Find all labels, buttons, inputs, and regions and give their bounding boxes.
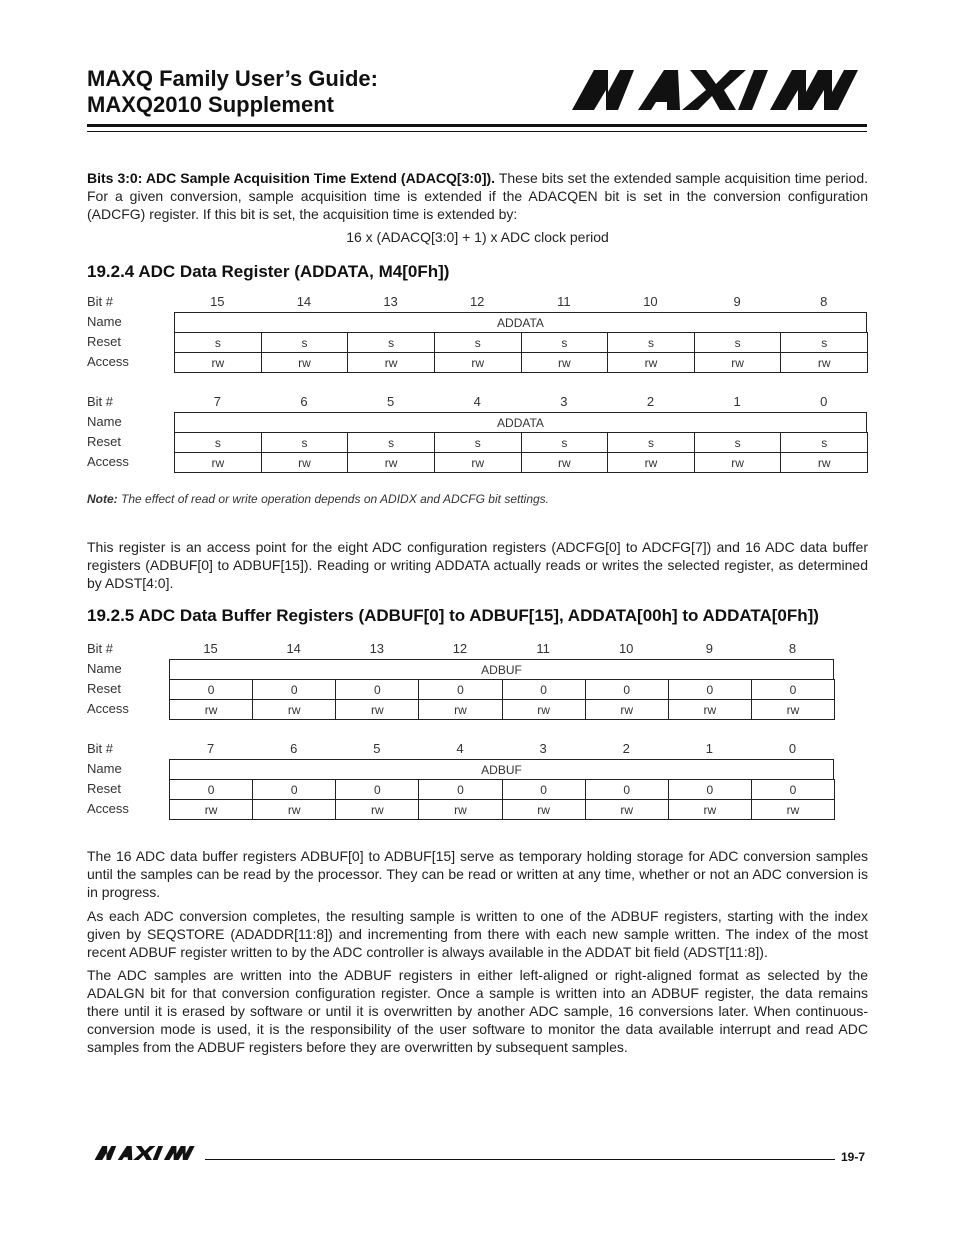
reset-value-cell: s xyxy=(174,332,262,353)
reset-value-cell: 0 xyxy=(502,779,586,800)
bit-number: 12 xyxy=(452,641,468,656)
access-cell: rw xyxy=(434,352,522,373)
bit-number: 13 xyxy=(369,641,385,656)
reset-value-cell: 0 xyxy=(252,679,336,700)
bit-number: 3 xyxy=(539,741,547,756)
register-row-label: Access xyxy=(87,454,129,469)
access-cell: rw xyxy=(502,699,586,720)
reset-value-cell: 0 xyxy=(335,679,419,700)
register-row-label: Bit # xyxy=(87,741,114,756)
register-row-label: Bit # xyxy=(87,641,114,656)
note-text: The effect of read or write operation depends on ADIDX and ADCFG bit settings. xyxy=(117,492,550,506)
bit-number: 0 xyxy=(788,741,797,756)
reset-value-cell: 0 xyxy=(751,679,835,700)
access-cell: rw xyxy=(434,452,522,473)
reset-value-cell: 0 xyxy=(502,679,586,700)
bit-number: 5 xyxy=(373,741,381,756)
reset-value-cell: s xyxy=(607,332,695,353)
access-cell: rw xyxy=(607,452,695,473)
bit-number: 7 xyxy=(213,394,221,409)
bit-number: 12 xyxy=(469,294,485,309)
adbuf-paragraph-3: The ADC samples are written into the ADBUF registers in either left-aligned or right-aligned format as selected by the ADALGN bit for that conversion configuration register. Once a sample is written into an ADBUF register, the data remains there until it is erased by software or until it is overwritten by another ADC sample, 16 conversions later. When continuous-conversion mode is used, it is the responsibility of the user software to monitor the data available interrupt and read ADC samples from the ADBUF registers before they are overwritten by subsequent samples. xyxy=(87,967,868,1055)
access-cell: rw xyxy=(335,799,419,820)
access-cell: rw xyxy=(751,699,835,720)
footer-rule xyxy=(205,1159,835,1160)
access-cell: rw xyxy=(418,699,502,720)
access-cell: rw xyxy=(694,452,782,473)
register-row-label: Name xyxy=(87,661,122,676)
reset-value-cell: 0 xyxy=(585,779,669,800)
reset-value-cell: 0 xyxy=(252,779,336,800)
bit-number: 2 xyxy=(646,394,655,409)
reset-value-cell: s xyxy=(174,432,262,453)
reset-value-cell: s xyxy=(434,432,522,453)
bit-number: 9 xyxy=(705,641,713,656)
bit-number: 14 xyxy=(296,294,312,309)
register-row-label: Access xyxy=(87,801,129,816)
reset-value-cell: 0 xyxy=(585,679,669,700)
bit-number: 3 xyxy=(560,394,568,409)
reset-value-cell: s xyxy=(694,332,782,353)
bit-number: 15 xyxy=(203,641,218,656)
bit-number: 14 xyxy=(286,641,301,656)
adbuf-paragraph-2: As each ADC conversion completes, the resulting sample is written to one of the ADBUF registers, starting with the index given by SEQSTORE (ADADDR[11:8]) and incrementing from there with each new sample written. The index of the most recent ADBUF register written to by the ADC controller is always available in the ADDAT bit field (ADST[11:8]). xyxy=(87,908,868,960)
bit-number: 8 xyxy=(820,294,828,309)
access-cell: rw xyxy=(502,799,586,820)
intro-text: These bits set the extended sample acquisition time period. For a given conversion, sample acquisition time is extended if the ADACQEN bit is set in the conversion configuration (ADCFG) register. If this bit is set, the acquisition time is extended by: xyxy=(87,170,868,222)
intro-paragraph xyxy=(87,169,868,223)
access-cell: rw xyxy=(252,699,336,720)
bit-number: 2 xyxy=(622,741,630,756)
reset-value-cell: 0 xyxy=(668,779,752,800)
access-cell: rw xyxy=(585,799,669,820)
reset-value-cell: s xyxy=(521,432,609,453)
maxim-logo-icon xyxy=(92,1146,200,1160)
access-cell: rw xyxy=(751,799,835,820)
reset-value-cell: s xyxy=(261,332,349,353)
bit-number: 5 xyxy=(386,394,395,409)
bit-number: 6 xyxy=(300,394,308,409)
reset-value-cell: s xyxy=(780,432,868,453)
register-row-label: Access xyxy=(87,701,129,716)
addata-description: This register is an access point for the eight ADC configuration registers (ADCFG[0] to ADCFG[7]) and 16 ADC data buffer registers (ADBUF[0] to ADBUF[15]). Reading or writing ADDATA actually reads or writes the selected register, as determined by ADST[4:0]. xyxy=(87,539,868,591)
access-cell: rw xyxy=(418,799,502,820)
bit-number: 13 xyxy=(383,294,398,309)
access-cell: rw xyxy=(585,699,669,720)
access-cell: rw xyxy=(780,352,868,373)
reset-value-cell: 0 xyxy=(169,679,253,700)
access-cell: rw xyxy=(335,699,419,720)
bit-number: 4 xyxy=(473,394,481,409)
title-line-1: MAXQ Family User’s Guide: xyxy=(87,66,378,91)
reset-value-cell: 0 xyxy=(169,779,253,800)
bit-number: 11 xyxy=(557,294,571,309)
register-name-cell: ADBUF xyxy=(169,759,834,780)
bit-number: 10 xyxy=(643,294,658,309)
register-row-label: Bit # xyxy=(87,394,114,409)
access-cell: rw xyxy=(261,352,349,373)
reset-value-cell: s xyxy=(347,432,435,453)
section-heading-adbuf: 19.2.5 ADC Data Buffer Registers (ADBUF[0] to ADBUF[15], ADDATA[00h] to ADDATA[0Fh]) xyxy=(87,606,819,625)
register-row-label: Reset xyxy=(87,781,121,796)
register-row-label: Reset xyxy=(87,334,121,349)
reset-value-cell: s xyxy=(434,332,522,353)
reset-value-cell: 0 xyxy=(418,779,502,800)
bit-number: 7 xyxy=(206,741,215,756)
adbuf-paragraph-1: The 16 ADC data buffer registers ADBUF[0] to ADBUF[15] serve as temporary holding storage for ADC conversion samples until the samples can be read by the processor. They can be read or written at any time, whether or not an ADC conversion is in progress. xyxy=(87,848,868,900)
access-cell: rw xyxy=(694,352,782,373)
register-row-label: Reset xyxy=(87,434,121,449)
bit-number: 6 xyxy=(290,741,298,756)
access-cell: rw xyxy=(169,699,253,720)
register-row-label: Reset xyxy=(87,681,121,696)
reset-value-cell: s xyxy=(694,432,782,453)
access-cell: rw xyxy=(668,799,752,820)
register-row-label: Access xyxy=(87,354,129,369)
page-number: 19-7 xyxy=(841,1150,866,1164)
bit-number: 8 xyxy=(788,641,797,656)
bit-number: 4 xyxy=(456,741,464,756)
formula: 16 x (ADACQ[3:0] + 1) x ADC clock period xyxy=(346,229,609,245)
reset-value-cell: s xyxy=(521,332,609,353)
register-name-cell: ADBUF xyxy=(169,659,834,680)
register-row-label: Name xyxy=(87,761,122,776)
page-title xyxy=(87,66,378,118)
reset-value-cell: 0 xyxy=(418,679,502,700)
access-cell: rw xyxy=(174,452,262,473)
access-cell: rw xyxy=(607,352,695,373)
maxim-logo-icon xyxy=(572,70,866,110)
header-rule-thin xyxy=(87,131,867,132)
access-cell: rw xyxy=(780,452,868,473)
title-line-2: MAXQ2010 Supplement xyxy=(87,92,334,117)
reset-value-cell: s xyxy=(780,332,868,353)
bit-number: 0 xyxy=(820,394,828,409)
access-cell: rw xyxy=(252,799,336,820)
register-name-cell: ADDATA xyxy=(174,312,867,333)
section-heading-addata: 19.2.4 ADC Data Register (ADDATA, M4[0Fh]) xyxy=(87,262,450,281)
reset-value-cell: s xyxy=(607,432,695,453)
header-rule xyxy=(87,124,867,127)
reset-value-cell: s xyxy=(347,332,435,353)
bit-number: 15 xyxy=(210,294,225,309)
reset-value-cell: 0 xyxy=(668,679,752,700)
note xyxy=(87,492,549,506)
access-cell: rw xyxy=(347,452,435,473)
register-row-label: Name xyxy=(87,414,122,429)
access-cell: rw xyxy=(521,352,609,373)
access-cell: rw xyxy=(521,452,609,473)
reset-value-cell: 0 xyxy=(335,779,419,800)
note-label: Note: xyxy=(87,492,118,506)
access-cell: rw xyxy=(347,352,435,373)
access-cell: rw xyxy=(668,699,752,720)
register-name-cell: ADDATA xyxy=(174,412,867,433)
access-cell: rw xyxy=(174,352,262,373)
intro-bold: Bits 3:0: ADC Sample Acquisition Time Extend (ADACQ[3:0]). xyxy=(87,170,496,186)
bit-number: 1 xyxy=(733,394,741,409)
access-cell: rw xyxy=(169,799,253,820)
register-row-label: Bit # xyxy=(87,294,114,309)
access-cell: rw xyxy=(261,452,349,473)
bit-number: 9 xyxy=(733,294,741,309)
bit-number: 1 xyxy=(705,741,713,756)
bit-number: 10 xyxy=(618,641,634,656)
bit-number: 11 xyxy=(536,641,550,656)
reset-value-cell: s xyxy=(261,432,349,453)
register-row-label: Name xyxy=(87,314,122,329)
reset-value-cell: 0 xyxy=(751,779,835,800)
